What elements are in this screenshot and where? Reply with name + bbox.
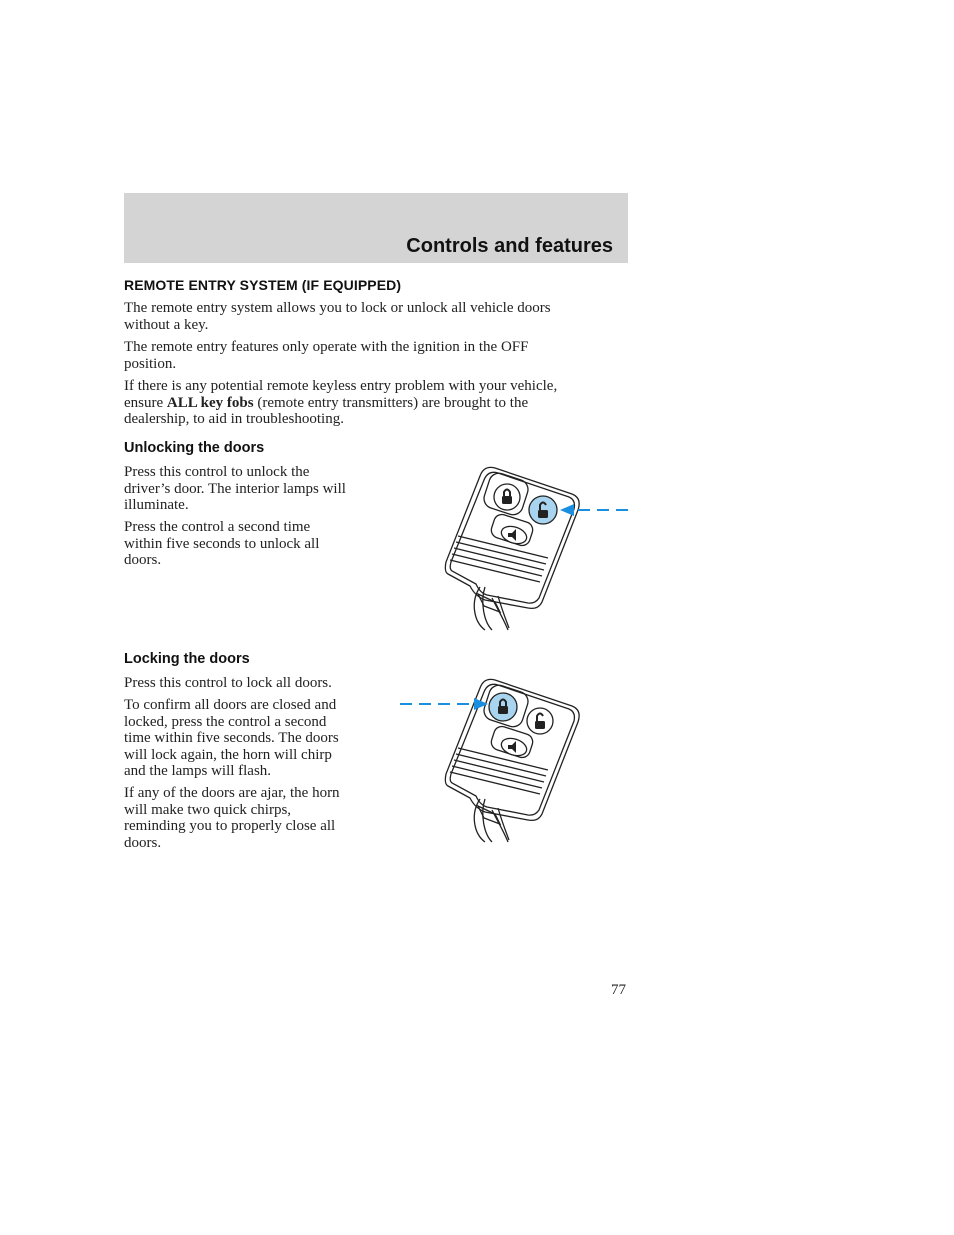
remote-entry-paragraph-1: The remote entry system allows you to lock or unlock all vehicle doors without a key. [124, 300, 551, 333]
unlock-button-highlighted [529, 496, 557, 524]
panic-horn-button [499, 735, 529, 758]
unlocking-paragraph-2: Press the control a second time within five seconds to unlock all doors. [124, 519, 320, 568]
panic-horn-button [499, 523, 529, 546]
pointer-arrow-right-side [560, 504, 628, 516]
locking-heading: Locking the doors [124, 651, 250, 667]
remote-entry-paragraph-3: If there is any potential remote keyless entry problem with your vehicle, ensure ALL key fobs (remote entry transmitters) are brought to the dealership, to aid in troubleshooting. [124, 378, 558, 427]
key-fob-unlock-illustration [440, 462, 630, 632]
remote-entry-paragraph-2: The remote entry features only operate with the ignition in the OFF position. [124, 339, 529, 372]
unlock-button [527, 708, 553, 734]
section-header-band [124, 193, 628, 263]
unlocking-heading: Unlocking the doors [124, 440, 265, 456]
lock-button-highlighted [489, 693, 517, 721]
page-number: 77 [611, 982, 626, 998]
unlocking-paragraph-1: Press this control to unlock the driver’s door. The interior lamps will illuminate. [124, 464, 346, 513]
locking-paragraph-2: To confirm all doors are closed and locked, press the control a second time within five seconds. The doors will lock again, the horn will chirp and the lamps will flash. [124, 697, 339, 779]
lock-button [494, 484, 520, 510]
remote-entry-heading: REMOTE ENTRY SYSTEM (IF EQUIPPED) [124, 277, 402, 293]
key-fob-lock-illustration [398, 674, 588, 844]
section-title: Controls and features [406, 235, 613, 257]
pointer-arrow-left-side [400, 698, 488, 710]
locking-paragraph-1: Press this control to lock all doors. [124, 675, 332, 691]
emphasis-all-key-fobs: ALL key fobs [166, 394, 254, 411]
locking-paragraph-3: If any of the doors are ajar, the horn will make two quick chirps, reminding you to properly close all doors. [124, 785, 340, 851]
